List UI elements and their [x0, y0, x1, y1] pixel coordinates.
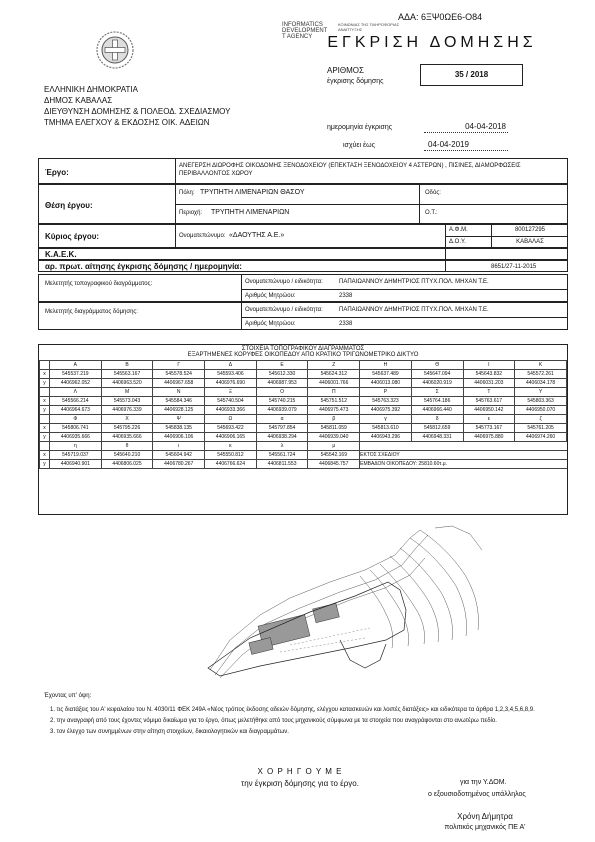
- coord-value: 4406967.658: [153, 379, 205, 388]
- coord-value: 4406034.178: [515, 379, 567, 388]
- coord-point-name: ζ: [515, 415, 567, 424]
- notes-title: Έχοντας υπ' όψη:: [44, 693, 92, 699]
- protocol-section: [38, 260, 568, 272]
- coord-extra-cell: [515, 442, 567, 451]
- coord-value: 4406013.080: [360, 379, 412, 388]
- coord-x-row: [40, 370, 567, 379]
- coord-value: 545763.617: [463, 397, 515, 406]
- coord-extra-cell: ΕΚΤΟΣ ΣΧΕΔΙΟΥ: [360, 451, 412, 460]
- coord-value: 545593.406: [205, 370, 257, 379]
- note-item: 3. τον έλεγχο των συνημμένων στην αίτηση στοιχείων, δικαιολογητικών και διαγραμμάτων.: [50, 729, 289, 735]
- signer-name: Χρόνη Δήμητρα: [457, 812, 513, 821]
- coord-value: 545643.832: [463, 370, 515, 379]
- coord-value: 4406966.440: [411, 406, 463, 415]
- coord-row-label: y: [40, 460, 50, 469]
- coord-value: 545761.205: [515, 424, 567, 433]
- grant-subtitle: την έγκριση δόμησης για το έργο.: [241, 779, 359, 788]
- coord-value: 4406928.125: [153, 406, 205, 415]
- coord-value: 545647.094: [411, 370, 463, 379]
- coord-point-name: Υ: [515, 388, 567, 397]
- project-label: Έργο:: [45, 168, 69, 177]
- coord-extra-cell: [515, 460, 567, 469]
- coord-value: 545537.219: [50, 370, 102, 379]
- coord-point-name: Π: [308, 388, 360, 397]
- coord-extra-cell: [463, 451, 515, 460]
- coord-value: 545573.043: [101, 397, 153, 406]
- kaek-section: [38, 248, 568, 260]
- coord-value: 4406935.666: [50, 433, 102, 442]
- coord-extra-cell: [515, 451, 567, 460]
- coord-value: 4406020.919: [411, 379, 463, 388]
- coord-value: 4406976.690: [205, 379, 257, 388]
- coord-row-label: x: [40, 370, 50, 379]
- coord-header-row: [40, 361, 567, 370]
- coord-point-name: Ε: [256, 361, 308, 370]
- building-engineer-label: Μελετητής διαγράμματος δόμησης:: [45, 309, 138, 315]
- coord-point-name: Ω: [205, 415, 257, 424]
- coord-value: 545693.422: [205, 424, 257, 433]
- coord-extra-cell: [411, 442, 463, 451]
- coord-point-name: Θ: [411, 361, 463, 370]
- coord-point-name: ι: [153, 442, 205, 451]
- engineer-name-label-2: Ονοματεπώνυμο / ειδικότητα:: [245, 307, 323, 313]
- kaek-label: Κ.Α.Ε.Κ.: [45, 250, 77, 259]
- coord-value: 4406845.757: [308, 460, 360, 469]
- coord-value: 4406950.142: [463, 406, 515, 415]
- coord-point-name: Λ: [50, 388, 102, 397]
- coord-point-name: λ: [256, 442, 308, 451]
- stamp-left: INFORMATICS DEVELOPMENT T AGENCY: [282, 22, 328, 40]
- coord-point-name: Ο: [256, 388, 308, 397]
- coord-row-label: [40, 442, 50, 451]
- coord-value: 545566.214: [50, 397, 102, 406]
- coord-row-label: x: [40, 397, 50, 406]
- coord-value: 545572.261: [515, 370, 567, 379]
- coord-extra-cell: [411, 451, 463, 460]
- signer-title: πολιτικός μηχανικός ΠΕ Α': [444, 824, 526, 831]
- coord-point-name: Α: [50, 361, 102, 370]
- location-label: Θέση έργου:: [45, 201, 93, 210]
- street-label: Οδός:: [425, 190, 441, 196]
- coord-value: 4406806.025: [101, 460, 153, 469]
- coord-point-name: Γ: [153, 361, 205, 370]
- coord-value: 4406963.520: [101, 379, 153, 388]
- number-sublabel: έγκρισης δόμησης: [327, 78, 384, 85]
- coord-point-name: Δ: [205, 361, 257, 370]
- coord-point-name: θ: [101, 442, 153, 451]
- coord-value: 545812.659: [411, 424, 463, 433]
- coord-point-name: Χ: [101, 415, 153, 424]
- grant-heading: Χ Ο Ρ Η Γ Ο Υ Μ Ε: [257, 767, 343, 776]
- coord-point-name: η: [50, 442, 102, 451]
- registry-label-2: Αριθμός Μητρώου:: [245, 321, 296, 327]
- coord-value: 545813.610: [360, 424, 412, 433]
- coord-point-name: α: [256, 415, 308, 424]
- doy-label: Δ.Ο.Υ.: [449, 239, 466, 245]
- coord-value: 4406976.339: [101, 406, 153, 415]
- coord-y-row: [40, 460, 567, 469]
- coord-header-row: [40, 388, 567, 397]
- coord-value: 4406943.296: [360, 433, 412, 442]
- coord-row-label: [40, 361, 50, 370]
- topographic-engineer-section: [38, 274, 568, 302]
- coord-y-row: [40, 406, 567, 415]
- coord-point-name: Τ: [463, 388, 515, 397]
- afm-label: Α.Φ.Μ.: [449, 227, 468, 233]
- coord-value: 545740.504: [205, 397, 257, 406]
- coord-value: 4406933.366: [205, 406, 257, 415]
- authorized-employee-label: ο εξουσιοδοτημένος υπάλληλος: [428, 791, 526, 798]
- protocol-label: αρ. πρωτ. αίτησης έγκρισης δόμησης / ημερομηνία:: [45, 262, 242, 271]
- coord-point-name: κ: [205, 442, 257, 451]
- coord-value: 4406001.766: [308, 379, 360, 388]
- coord-extra-cell: [463, 442, 515, 451]
- engineer-name-1: ΠΑΠΑΙΩΑΝΝΟΥ ΔΗΜΗΤΡΙΟΣ ΠΤΥΧ.ΠΟΛ. ΜΗΧΑΝ Τ.Ε.: [339, 279, 489, 285]
- coord-value: 4406811.553: [256, 460, 308, 469]
- coord-point-name: Ι: [463, 361, 515, 370]
- coord-value: 545563.167: [101, 370, 153, 379]
- coord-x-row: [40, 397, 567, 406]
- greek-emblem-icon: [95, 28, 135, 72]
- coord-point-name: Σ: [411, 388, 463, 397]
- coord-value: 545578.524: [153, 370, 205, 379]
- city-value: ΤΡΥΠΗΤΗ ΛΙΜΕΝΑΡΙΩΝ ΘΑΣΟΥ: [200, 189, 305, 196]
- afm-value: 800127295: [514, 227, 546, 233]
- coord-value: 545612.330: [256, 370, 308, 379]
- area-label: Περιοχή:: [179, 210, 203, 216]
- coord-y-row: [40, 433, 567, 442]
- stamp-right: ΚΟΙΝΩΝΙΑΣ ΤΗΣ ΠΛΗΡΟΦΟΡΙΑΣ ΑΝΑΠΤΥΞΗΣ: [338, 22, 400, 32]
- coord-point-name: Ψ: [153, 415, 205, 424]
- coord-value: 4406939.079: [256, 406, 308, 415]
- coord-point-name: β: [308, 415, 360, 424]
- coord-value: 4406975.473: [308, 406, 360, 415]
- coord-extra-cell: ΕΜΒΑΔΟΝ ΟΙΚΟΠΕΔΟΥ: 25810.60τ.μ.: [360, 461, 448, 467]
- coord-value: 545795.226: [101, 424, 153, 433]
- coord-value: 545542.169: [308, 451, 360, 460]
- number-label: ΑΡΙΘΜΟΣ: [327, 66, 364, 75]
- coord-header-row: [40, 442, 567, 451]
- coord-value: 545550.812: [205, 451, 257, 460]
- coord-point-name: Η: [360, 361, 412, 370]
- coord-header-row: [40, 415, 567, 424]
- coord-value: 4406962.052: [50, 379, 102, 388]
- coord-value: 4406780.267: [153, 460, 205, 469]
- coord-point-name: Ζ: [308, 361, 360, 370]
- coord-point-name: Κ: [515, 361, 567, 370]
- owner-name-label: Ονοματεπώνυμο:: [179, 233, 226, 239]
- registry-label-1: Αριθμός Μητρώου:: [245, 293, 296, 299]
- area-value: ΤΡΥΠΗΤΗ ΛΙΜΕΝΑΡΙΩΝ: [211, 209, 290, 216]
- valid-until-label: ισχύει έως: [343, 142, 375, 149]
- coord-point-name: Φ: [50, 415, 102, 424]
- coord-value: 545637.489: [360, 370, 412, 379]
- coord-x-row: [40, 451, 567, 460]
- ot-label: Ο.Τ.:: [425, 210, 438, 216]
- coord-point-name: Β: [101, 361, 153, 370]
- coord-x-row: [40, 424, 567, 433]
- owner-section: [38, 224, 568, 248]
- coord-value: 545764.186: [411, 397, 463, 406]
- coord-value: 4406940.901: [50, 460, 102, 469]
- coord-value: 545803.363: [515, 397, 567, 406]
- building-engineer-section: [38, 302, 568, 330]
- coord-value: 545773.167: [463, 424, 515, 433]
- coord-point-name: Ξ: [205, 388, 257, 397]
- coordinates-panel: [38, 344, 568, 515]
- coord-value: 545640.210: [101, 451, 153, 460]
- coord-value: 4406974.260: [515, 433, 567, 442]
- note-item: 2. την αναγραφή από τους έχοντες νόμιμο δικαίωμα για το έργο, όπως μελετήθηκε από τους μηχανικούς σύμφωνα με τα στοιχεία που αναγράφονται στο ανωτέρω πεδίο.: [50, 718, 497, 724]
- coord-y-row: [40, 379, 567, 388]
- coord-value: 545838.135: [153, 424, 205, 433]
- coord-value: 4406906.165: [205, 433, 257, 442]
- coord-point-name: ε: [463, 415, 515, 424]
- city-label: Πόλη:: [179, 190, 195, 196]
- coord-point-name: Ν: [153, 388, 205, 397]
- coordinates-title: ΣΤΟΙΧΕΙΑ ΤΟΠΟΓΡΑΦΙΚΟΥ ΔΙΑΓΡΑΜΜΑΤΟΣ: [241, 346, 365, 352]
- project-section: [38, 158, 568, 184]
- ada-code: ΑΔΑ: 6ΞΨ0ΩΕ6-Ο84: [398, 12, 483, 22]
- coord-row-label: y: [40, 379, 50, 388]
- coord-value: 545719.037: [50, 451, 102, 460]
- coord-value: 545604.942: [153, 451, 205, 460]
- topographic-engineer-label: Μελετητής τοπογραφικού διαγράμματος:: [45, 281, 153, 287]
- coord-value: 4406975.880: [463, 433, 515, 442]
- coord-extra-cell: [463, 460, 515, 469]
- for-dom-label: για την Υ.ΔΟΜ.: [460, 779, 507, 786]
- coord-point-name: μ: [308, 442, 360, 451]
- document-title: ΕΓΚΡΙΣΗ ΔΟΜΗΣΗΣ: [327, 34, 537, 51]
- coord-row-label: y: [40, 433, 50, 442]
- coordinates-table: [39, 360, 567, 469]
- issue-date-label: ημερομηνία έγκρισης: [327, 124, 393, 131]
- coord-point-name: Ρ: [360, 388, 412, 397]
- coord-value: 4406939.040: [308, 433, 360, 442]
- location-section: [38, 184, 568, 224]
- issuing-authority: ΕΛΛΗΝΙΚΗ ΔΗΜΟΚΡΑΤΙΑ ΔΗΜΟΣ ΚΑΒΑΛΑΣ ΔΙΕΥΘΥΝΣΗ ΔΟΜΗΣΗΣ & ΠΟΛΕΟΔ. ΣΧΕΔΙΑΣΜΟΥ ΤΜΗΜΑ ΕΛΕΓΧΟΥ & ΕΚΔΟΣΗΣ ΟΙΚ. ΑΔΕΙΩΝ: [44, 85, 231, 127]
- coord-point-name: γ: [360, 415, 412, 424]
- coord-row-label: [40, 415, 50, 424]
- protocol-value: 8651/27-11-2015: [491, 264, 537, 270]
- coord-value: 545797.854: [256, 424, 308, 433]
- coord-value: 545763.323: [360, 397, 412, 406]
- coord-value: 4406964.673: [50, 406, 102, 415]
- coord-value: 4406935.666: [101, 433, 153, 442]
- coord-value: 545811.059: [308, 424, 360, 433]
- coord-value: 4406975.392: [360, 406, 412, 415]
- coord-value: 545561.724: [256, 451, 308, 460]
- notes-list: [50, 706, 555, 736]
- doy-value: ΚΑΒΑΛΑΣ: [516, 239, 544, 245]
- approval-number: 35 / 2018: [420, 64, 523, 86]
- coord-value: 4406031.203: [463, 379, 515, 388]
- coord-row-label: x: [40, 451, 50, 460]
- site-plan-drawing: [190, 520, 490, 680]
- coordinates-subtitle: ΕΞΑΡΤΗΜΕΝΕΣ ΚΟΡΥΦΕΣ ΟΙΚΟΠΕΔΟΥ ΑΠΟ ΚΡΑΤΙΚΟ ΤΡΙΓΩΝΟΜΕΤΡΙΚΟ ΔΙΚΤΥΟ: [187, 352, 419, 358]
- engineer-name-2: ΠΑΠΑΙΩΑΝΝΟΥ ΔΗΜΗΤΡΙΟΣ ΠΤΥΧ.ΠΟΛ. ΜΗΧΑΝ Τ.Ε.: [339, 307, 489, 313]
- valid-until-date: 04-04-2019: [424, 140, 508, 151]
- coord-extra-cell: [360, 442, 412, 451]
- coord-value: 4406938.294: [256, 433, 308, 442]
- coord-point-name: Μ: [101, 388, 153, 397]
- coord-value: 4406906.106: [153, 433, 205, 442]
- coord-value: 545806.741: [50, 424, 102, 433]
- coord-value: 545624.312: [308, 370, 360, 379]
- owner-name: «ΔΑΟΥΤΗΣ Α.Ε.»: [229, 232, 285, 239]
- coord-value: 4406987.953: [256, 379, 308, 388]
- issue-date: 04-04-2018: [424, 122, 508, 133]
- coord-value: 545584.346: [153, 397, 205, 406]
- note-item: 1. τις διατάξεις του Α' κεφαλαίου του Ν. 4030/11 ΦΕΚ 249Α «Νέος τρόπος έκδοσης αδειών δόμησης, ελέγχου κατασκευών και λοιπές διατάξεις» και ειδικότερα τα άρθρα 1,2,3,4,5,6,8,9.: [50, 707, 535, 713]
- coord-value: 545751.512: [308, 397, 360, 406]
- coord-row-label: [40, 388, 50, 397]
- coord-value: 4406950.070: [515, 406, 567, 415]
- registry-value-1: 2338: [339, 293, 353, 299]
- coord-value: 545740.215: [256, 397, 308, 406]
- coord-value: 4406766.624: [205, 460, 257, 469]
- registry-value-2: 2338: [339, 321, 353, 327]
- coord-row-label: y: [40, 406, 50, 415]
- owner-label: Κύριος έργου:: [45, 232, 100, 241]
- coord-value: 4406948.331: [411, 433, 463, 442]
- coord-point-name: δ: [411, 415, 463, 424]
- engineer-name-label-1: Ονοματεπώνυμο / ειδικότητα:: [245, 279, 323, 285]
- project-description: ΑΝΕΓΕΡΣΗ ΔΙΩΡΟΦΗΣ ΟΙΚΟΔΟΜΗΣ ΞΕΝΟΔΟΧΕΙΟΥ (ΕΠΕΚΤΑΣΗ ΞΕΝΟΔΟΧΕΙΟΥ 4 ΑΣΤΕΡΩΝ) , ΠΙΣΙΝΕΣ, ΔΙΑΜΟΡΦΩΣΕΙΣ ΠΕΡΙΒΑΛΛΟΝΤΟΣ ΧΩΡΟΥ: [179, 163, 521, 177]
- coord-row-label: x: [40, 424, 50, 433]
